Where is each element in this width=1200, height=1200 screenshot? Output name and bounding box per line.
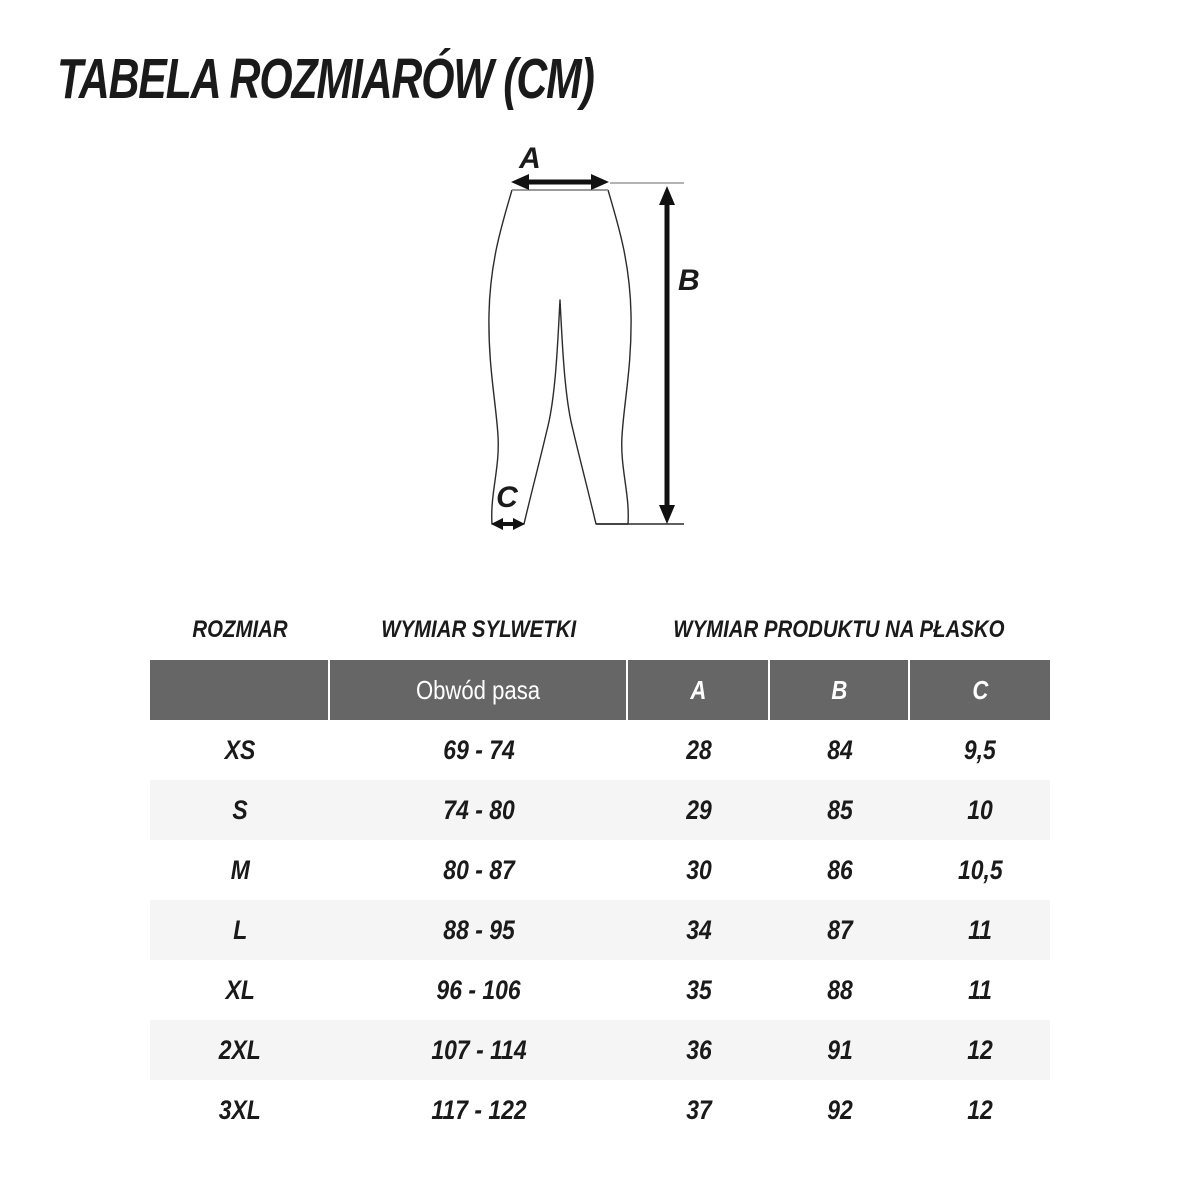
header-cell-a	[628, 660, 770, 720]
cell-waist	[330, 780, 628, 840]
c-value: 10	[967, 794, 993, 825]
b-value: 91	[827, 1034, 853, 1065]
group-header-product-label: WYMIAR PRODUKTU NA PŁASKO	[673, 616, 1005, 643]
header-waist-label: Obwód pasa	[415, 674, 541, 705]
table-row-s	[150, 780, 1050, 840]
c-value: 11	[968, 914, 992, 945]
label-b: B	[678, 264, 700, 297]
header-cell-waist	[330, 660, 628, 720]
cell-a	[628, 1020, 770, 1080]
a-value: 35	[686, 974, 712, 1005]
cell-waist	[330, 1080, 628, 1140]
b-value: 86	[827, 854, 853, 885]
cell-waist	[330, 960, 628, 1020]
c-value: 12	[967, 1034, 993, 1065]
group-header-product	[628, 600, 1050, 660]
cell-b	[770, 960, 910, 1020]
cell-c	[910, 1020, 1050, 1080]
a-value: 29	[686, 794, 712, 825]
waist-value: 80 - 87	[443, 854, 515, 885]
cell-b	[770, 1080, 910, 1140]
cell-size	[150, 840, 330, 900]
cell-waist	[330, 840, 628, 900]
header-cell-b	[770, 660, 910, 720]
group-header-body	[330, 600, 628, 660]
cell-b	[770, 720, 910, 780]
cell-a	[628, 900, 770, 960]
measure-arrow-a	[511, 174, 609, 190]
table-row-3xl	[150, 1080, 1050, 1140]
cell-a	[628, 960, 770, 1020]
c-value: 12	[967, 1094, 993, 1125]
cell-c	[910, 720, 1050, 780]
size-table	[150, 600, 1050, 1140]
cell-size	[150, 720, 330, 780]
b-value: 92	[827, 1094, 853, 1125]
a-value: 30	[686, 854, 712, 885]
group-header-size-label: ROZMIAR	[192, 616, 288, 643]
cell-c	[910, 840, 1050, 900]
cell-size	[150, 900, 330, 960]
cell-size	[150, 1080, 330, 1140]
cell-c	[910, 960, 1050, 1020]
size-value: S	[232, 794, 248, 825]
size-value: XS	[224, 734, 256, 765]
header-b-label: B	[831, 674, 847, 705]
cell-a	[628, 1080, 770, 1140]
cell-b	[770, 900, 910, 960]
b-value: 87	[827, 914, 853, 945]
a-value: 36	[686, 1034, 712, 1065]
cell-a	[628, 780, 770, 840]
cell-a	[628, 720, 770, 780]
group-header-size	[150, 600, 330, 660]
a-value: 28	[686, 734, 712, 765]
cell-b	[770, 1020, 910, 1080]
cell-b	[770, 840, 910, 900]
size-value: 3XL	[218, 1094, 262, 1125]
page-title: TABELA ROZMIARÓW (CM)	[57, 47, 594, 111]
size-value: 2XL	[218, 1034, 262, 1065]
waist-value: 117 - 122	[431, 1094, 527, 1125]
cell-a	[628, 840, 770, 900]
measure-arrow-b	[659, 186, 675, 524]
pants-outline	[489, 190, 631, 524]
c-value: 11	[968, 974, 992, 1005]
c-value: 10,5	[957, 854, 1003, 885]
a-value: 34	[686, 914, 712, 945]
cell-size	[150, 780, 330, 840]
size-value: L	[232, 914, 248, 945]
header-a-label: A	[690, 674, 706, 705]
cell-c	[910, 780, 1050, 840]
header-cell-empty	[150, 660, 330, 720]
table-row-m	[150, 840, 1050, 900]
header-c-label: C	[972, 674, 988, 705]
waist-value: 69 - 74	[443, 734, 515, 765]
cell-c	[910, 1080, 1050, 1140]
waist-value: 96 - 106	[436, 974, 522, 1005]
size-value: XL	[225, 974, 255, 1005]
b-value: 88	[827, 974, 853, 1005]
cell-size	[150, 1020, 330, 1080]
cell-waist	[330, 720, 628, 780]
cell-size	[150, 960, 330, 1020]
group-header-body-label: WYMIAR SYLWETKI	[381, 616, 577, 643]
size-value: M	[230, 854, 250, 885]
table-group-header-row	[150, 600, 1050, 660]
label-a: A	[519, 142, 541, 175]
b-value: 85	[827, 794, 853, 825]
table-row-2xl	[150, 1020, 1050, 1080]
table-row-xl	[150, 960, 1050, 1020]
b-value: 84	[827, 734, 853, 765]
waist-value: 88 - 95	[443, 914, 515, 945]
table-row-xs	[150, 720, 1050, 780]
waist-value: 107 - 114	[431, 1034, 527, 1065]
cell-c	[910, 900, 1050, 960]
cell-b	[770, 780, 910, 840]
waist-value: 74 - 80	[443, 794, 515, 825]
table-header-row	[150, 660, 1050, 720]
table-row-l	[150, 900, 1050, 960]
c-value: 9,5	[964, 734, 996, 765]
a-value: 37	[686, 1094, 712, 1125]
label-c: C	[496, 481, 518, 514]
cell-waist	[330, 900, 628, 960]
cell-waist	[330, 1020, 628, 1080]
header-cell-c	[910, 660, 1050, 720]
pants-diagram	[430, 125, 750, 565]
